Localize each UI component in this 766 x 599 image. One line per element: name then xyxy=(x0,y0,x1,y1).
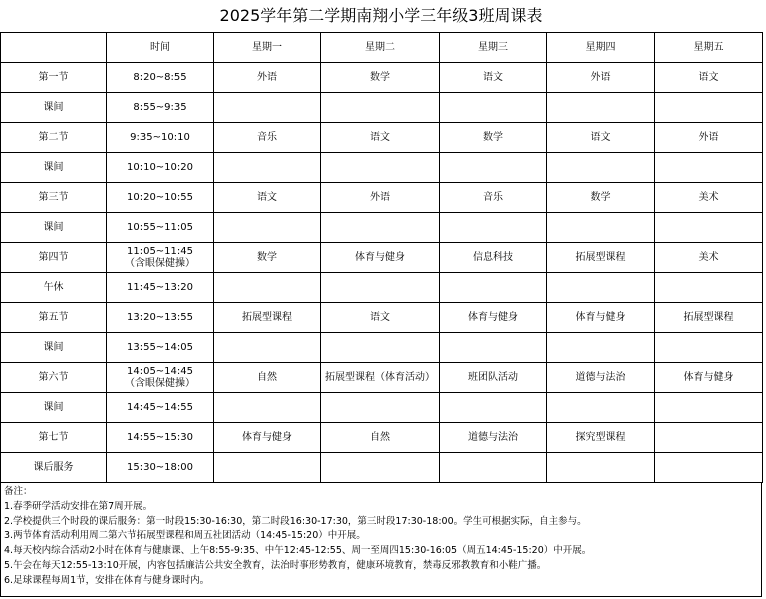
subject-cell: 拓展型课程 xyxy=(655,303,763,333)
time-cell: 14:45~14:55 xyxy=(107,393,214,423)
schedule-row xyxy=(1,333,763,363)
subject-cell xyxy=(547,213,655,243)
subject-cell xyxy=(214,333,321,363)
subject-cell: 数学 xyxy=(214,243,321,273)
note-line: 5.午会在每天12:55-13:10开展，内容包括廉洁公共安全教育，法治时事形势教育，健康环境教育，禁毒反邪教教育和小鞋广播。 xyxy=(4,559,547,571)
subject-cell: 外语 xyxy=(214,63,321,93)
subject-cell: 体育与健身 xyxy=(214,423,321,453)
subject-cell xyxy=(440,213,547,243)
subject-cell xyxy=(547,93,655,123)
subject-cell: 道德与法治 xyxy=(440,423,547,453)
subject-cell xyxy=(655,213,763,243)
column-header: 星期一 xyxy=(214,33,321,63)
subject-cell xyxy=(321,273,440,303)
column-header: 星期五 xyxy=(655,33,763,63)
subject-cell: 语文 xyxy=(214,183,321,213)
subject-cell xyxy=(655,393,763,423)
subject-cell: 数学 xyxy=(321,63,440,93)
period-cell: 课间 xyxy=(1,153,107,183)
schedule-row xyxy=(1,123,763,153)
time-cell: 11:45~13:20 xyxy=(107,273,214,303)
page-title: 2025学年第二学期南翔小学三年级3班周课表 xyxy=(219,6,543,25)
subject-cell xyxy=(321,93,440,123)
column-header: 时间 xyxy=(107,33,214,63)
schedule-row xyxy=(1,153,763,183)
subject-cell: 体育与健身 xyxy=(655,363,763,393)
period-cell: 第二节 xyxy=(1,123,107,153)
subject-cell: 信息科技 xyxy=(440,243,547,273)
subject-cell xyxy=(321,153,440,183)
subject-cell xyxy=(440,333,547,363)
subject-cell xyxy=(655,273,763,303)
schedule-row xyxy=(1,273,763,303)
schedule-row xyxy=(1,93,763,123)
subject-cell xyxy=(321,453,440,483)
schedule-row xyxy=(1,213,763,243)
schedule-row xyxy=(1,363,763,393)
subject-cell: 音乐 xyxy=(214,123,321,153)
time-cell: 10:10~10:20 xyxy=(107,153,214,183)
subject-cell xyxy=(440,153,547,183)
time-cell: 8:55~9:35 xyxy=(107,93,214,123)
column-header: 星期三 xyxy=(440,33,547,63)
subject-cell xyxy=(547,153,655,183)
subject-cell xyxy=(214,273,321,303)
subject-cell xyxy=(214,93,321,123)
time-cell: 13:20~13:55 xyxy=(107,303,214,333)
subject-cell: 自然 xyxy=(321,423,440,453)
schedule-row xyxy=(1,453,763,483)
period-cell: 第三节 xyxy=(1,183,107,213)
time-cell: 8:20~8:55 xyxy=(107,63,214,93)
period-cell: 午休 xyxy=(1,273,107,303)
time-cell: 10:20~10:55 xyxy=(107,183,214,213)
note-line: 2.学校提供三个时段的课后服务：第一时段15:30-16:30，第二时段16:30-17:30，第三时段17:30-18:00。学生可根据实际，自主参与。 xyxy=(4,515,587,527)
schedule-row xyxy=(1,303,763,333)
subject-cell xyxy=(321,213,440,243)
period-cell: 课间 xyxy=(1,213,107,243)
subject-cell: 数学 xyxy=(547,183,655,213)
note-line: 4.每天校内综合活动2小时在体育与健康课、上午8:55-9:35、中午12:45-12:55、周一至周四15:30-16:05（周五14:45-15:20）中开展。 xyxy=(4,545,592,557)
note-line: 6.足球课程每周1节，安排在体育与健身课时内。 xyxy=(4,574,210,586)
period-cell: 第四节 xyxy=(1,243,107,273)
subject-cell: 道德与法治 xyxy=(547,363,655,393)
subject-cell xyxy=(655,333,763,363)
subject-cell: 数学 xyxy=(440,123,547,153)
subject-cell: 体育与健身 xyxy=(321,243,440,273)
period-cell: 课间 xyxy=(1,333,107,363)
subject-cell: 拓展型课程 xyxy=(547,243,655,273)
period-cell: 第六节 xyxy=(1,363,107,393)
note-line: 3.两节体育活动利用周二第六节拓展型课程和周五社团活动（14:45-15:20）中开展。 xyxy=(4,530,366,542)
subject-cell xyxy=(214,393,321,423)
subject-cell xyxy=(321,393,440,423)
subject-cell xyxy=(321,333,440,363)
note-line: 1.春季研学活动安排在第7周开展。 xyxy=(4,500,153,512)
schedule-row xyxy=(1,243,763,273)
period-cell: 课间 xyxy=(1,93,107,123)
subject-cell: 语文 xyxy=(321,123,440,153)
subject-cell: 音乐 xyxy=(440,183,547,213)
timetable xyxy=(0,32,763,483)
subject-cell xyxy=(547,333,655,363)
schedule-row xyxy=(1,423,763,453)
subject-cell: 语文 xyxy=(321,303,440,333)
subject-cell xyxy=(214,213,321,243)
subject-cell: 拓展型课程（体育活动） xyxy=(321,363,440,393)
subject-cell xyxy=(547,273,655,303)
time-cell: 13:55~14:05 xyxy=(107,333,214,363)
period-cell: 课后服务 xyxy=(1,453,107,483)
time-cell: 14:05~14:45 （含眼保健操） xyxy=(107,363,214,393)
subject-cell: 探究型课程 xyxy=(547,423,655,453)
period-cell: 课间 xyxy=(1,393,107,423)
subject-cell xyxy=(655,453,763,483)
subject-cell xyxy=(655,153,763,183)
period-cell: 第五节 xyxy=(1,303,107,333)
schedule-row xyxy=(1,393,763,423)
subject-cell xyxy=(547,393,655,423)
subject-cell: 体育与健身 xyxy=(440,303,547,333)
subject-cell: 外语 xyxy=(655,123,763,153)
subject-cell: 语文 xyxy=(655,63,763,93)
time-cell: 9:35~10:10 xyxy=(107,123,214,153)
subject-cell xyxy=(214,453,321,483)
notes-section xyxy=(0,483,762,597)
period-cell: 第一节 xyxy=(1,63,107,93)
column-header: 星期四 xyxy=(547,33,655,63)
time-cell: 10:55~11:05 xyxy=(107,213,214,243)
subject-cell: 拓展型课程 xyxy=(214,303,321,333)
note-line: 备注： xyxy=(4,486,33,497)
subject-cell: 美术 xyxy=(655,183,763,213)
subject-cell: 自然 xyxy=(214,363,321,393)
subject-cell: 美术 xyxy=(655,243,763,273)
subject-cell xyxy=(547,453,655,483)
time-cell: 15:30~18:00 xyxy=(107,453,214,483)
subject-cell xyxy=(655,423,763,453)
subject-cell xyxy=(440,453,547,483)
time-cell: 11:05~11:45 （含眼保健操） xyxy=(107,243,214,273)
period-cell: 第七节 xyxy=(1,423,107,453)
subject-cell xyxy=(655,93,763,123)
subject-cell xyxy=(440,273,547,303)
subject-cell xyxy=(214,153,321,183)
subject-cell: 体育与健身 xyxy=(547,303,655,333)
subject-cell: 语文 xyxy=(547,123,655,153)
column-header: 星期二 xyxy=(321,33,440,63)
header-row xyxy=(1,33,763,63)
time-cell: 14:55~15:30 xyxy=(107,423,214,453)
schedule-row xyxy=(1,63,763,93)
subject-cell xyxy=(440,93,547,123)
column-header xyxy=(1,33,107,63)
subject-cell: 班团队活动 xyxy=(440,363,547,393)
subject-cell: 外语 xyxy=(547,63,655,93)
subject-cell: 外语 xyxy=(321,183,440,213)
schedule-row xyxy=(1,183,763,213)
subject-cell xyxy=(440,393,547,423)
subject-cell: 语文 xyxy=(440,63,547,93)
